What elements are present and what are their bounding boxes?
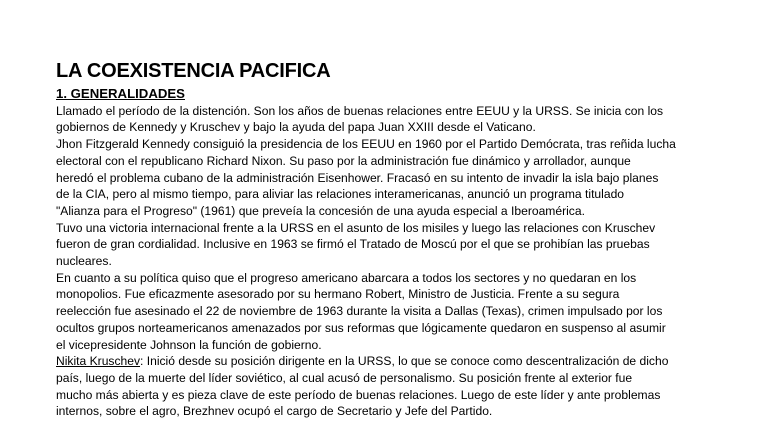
body-line: ocultos grupos norteamericanos amenazados por sus reformas que lógicamente quedaron en suspenso al asumir xyxy=(56,320,666,335)
body-line: heredó el problema cubano de la administración Eisenhower. Fracasó en su intento de invadir la isla bajo planes xyxy=(56,170,659,185)
body-line: el vicepresidente Johnson la función de gobierno. xyxy=(56,337,322,352)
section-heading: 1. GENERALIDADES xyxy=(56,86,185,101)
slide-title: LA COEXISTENCIA PACIFICA xyxy=(56,60,331,82)
body-line: país, luego de la muerte del líder soviético, al cual acusó de personalismo. Su posición frente al exterior fue xyxy=(56,370,633,385)
kruschev-first-line xyxy=(56,353,746,370)
body-line: de la CIA, pero al mismo tiempo, para aliviar las relaciones interamericanas, anunció un programa titulado xyxy=(56,187,625,202)
body-line: internos, sobre el agro, Brezhnev ocupó el cargo de Secretario y Jefe del Partido. xyxy=(56,404,493,419)
body-line: Jhon Fitzgerald Kennedy consiguió la presidencia de los EEUU en 1960 por el Partido Demócrata, tras reñida lucha xyxy=(56,137,676,152)
body-line: "Alianza para el Progreso" (1961) que preveía la concesión de una ayuda especial a Iberoamérica. xyxy=(56,203,585,218)
body-line: En cuanto a su política quiso que el progreso americano abarcara a todos los sectores y no quedaran en los xyxy=(56,270,637,285)
kruschev-name: Nikita Kruschev xyxy=(56,354,141,369)
kruschev-first-line-text: : Inició desde su posición dirigente en la URSS, lo que se conoce como descentralización de dicho xyxy=(140,354,669,369)
body-line: nucleares. xyxy=(56,254,112,269)
body-line: electoral con el republicano Richard Nixon. Su paso por la administración fue dinámico y arrollador, aunque xyxy=(56,153,631,168)
body-line: fueron de gran cordialidad. Inclusive en 1963 se firmó el Tratado de Moscú por el que se prohibían las pruebas xyxy=(56,237,650,252)
body-line: monopolios. Fue eficazmente asesorado por su hermano Robert, Ministro de Justicia. Frente a su segura xyxy=(56,287,620,302)
body-line: Llamado el período de la distención. Son los años de buenas relaciones entre EEUU y la URSS. Se inicia con los xyxy=(56,103,664,118)
slide-body xyxy=(56,86,746,420)
body-line: reelección fue asesinado el 22 de noviembre de 1963 durante la visita a Dallas (Texas), crimen impulsado por los xyxy=(56,304,663,319)
body-line: mucho más abierta y es pieza clave de este período de buenas relaciones. Luego de este líder y ante problemas xyxy=(56,387,661,402)
body-line: Tuvo una victoria internacional frente a la URSS en el asunto de los misiles y luego las relaciones con Kruschev xyxy=(56,220,656,235)
body-line: gobiernos de Kennedy y Kruschev y bajo la ayuda del papa Juan XXIII desde el Vaticano. xyxy=(56,120,536,135)
